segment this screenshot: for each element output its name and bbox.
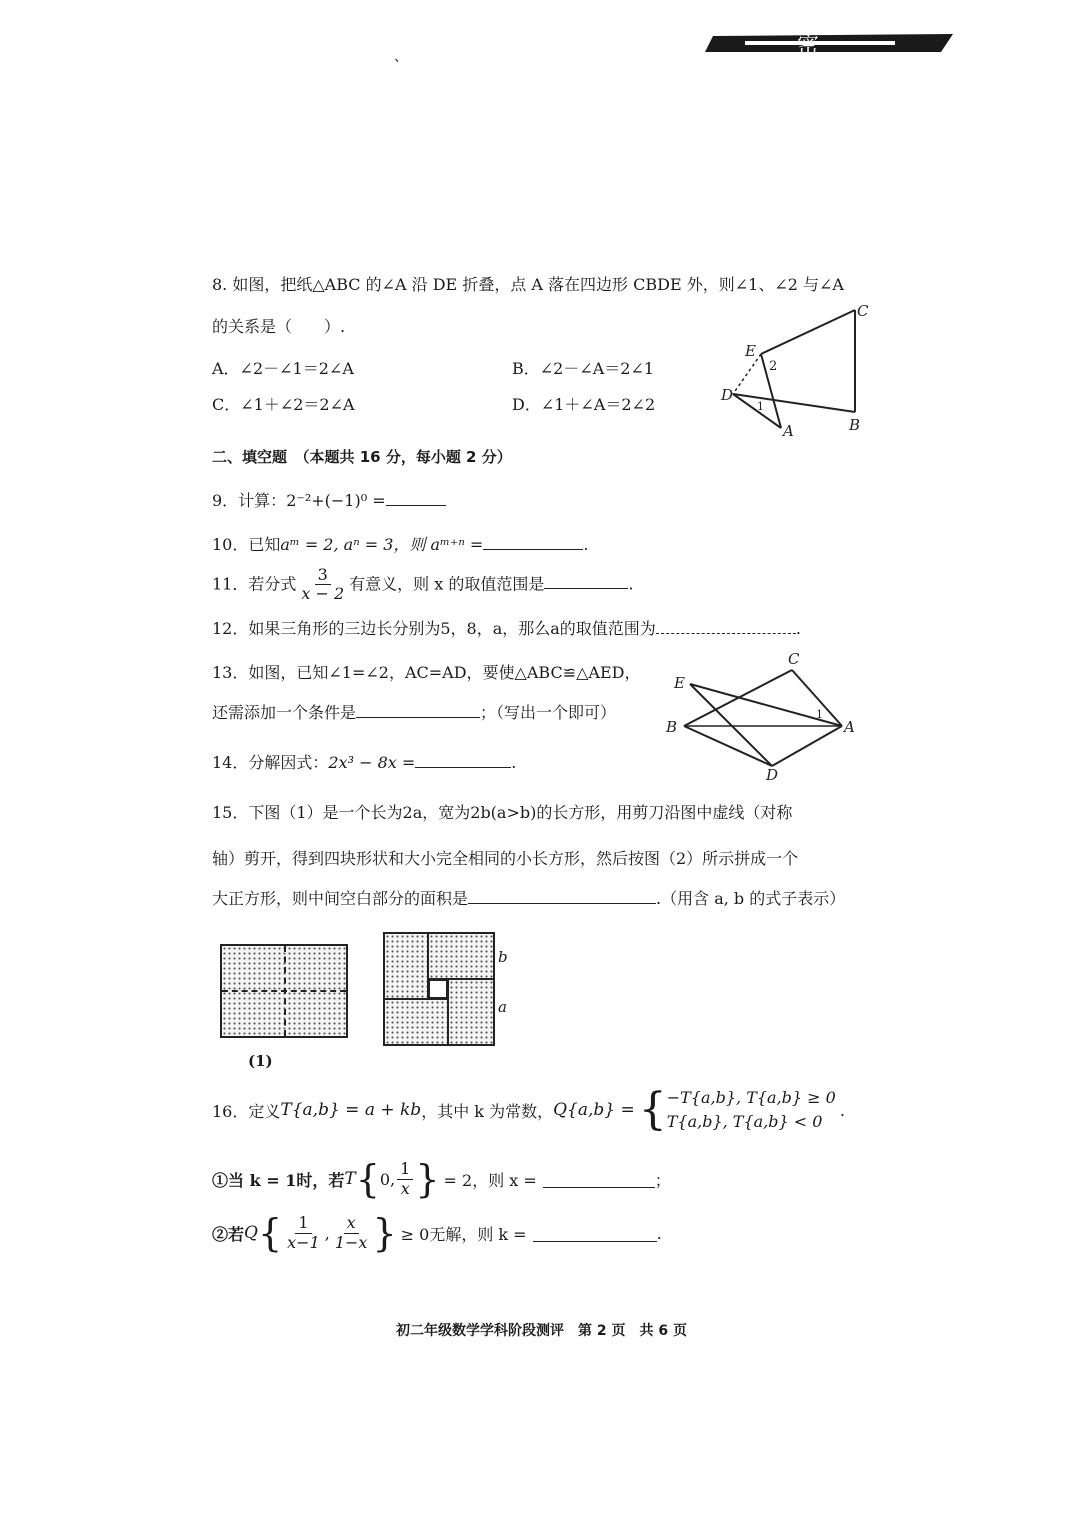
q9-prefix: 9．计算： bbox=[212, 491, 287, 510]
q8-stem-line2: 的关系是（ ）. bbox=[212, 317, 346, 336]
q10-suffix: . bbox=[583, 535, 589, 554]
header-stamp bbox=[705, 28, 955, 58]
q8-option-c: C．∠1＋∠2＝2∠A bbox=[212, 395, 355, 414]
q13-line2 bbox=[212, 700, 616, 723]
q15-answer-blank[interactable] bbox=[468, 887, 656, 904]
q15-fig2-label-a: a bbox=[498, 998, 507, 1016]
fig13-label-b: B bbox=[666, 718, 678, 736]
q16-part2-fraction2 bbox=[332, 1214, 371, 1252]
q11-numerator: 3 bbox=[315, 566, 331, 585]
q16-case2: T{a,b}, T{a,b} < 0 bbox=[666, 1112, 823, 1131]
fig13-label-e: E bbox=[674, 674, 685, 692]
q16-part2-q: Q bbox=[244, 1223, 258, 1243]
fig8-label-c: C bbox=[857, 302, 869, 320]
q16-part1-prefix: ①当 k = 1时，若 bbox=[212, 1170, 345, 1190]
q16-part2-den2: 1−x bbox=[334, 1232, 368, 1252]
q15-figure1-horizontal-axis bbox=[222, 990, 346, 992]
q15-fig2-center-gap bbox=[429, 980, 447, 998]
fig13-label-a: A bbox=[844, 718, 855, 736]
q16-part2-den1: x−1 bbox=[287, 1232, 320, 1252]
q9 bbox=[212, 488, 446, 511]
q16-def-t: T{a,b} = a + kb bbox=[280, 1100, 422, 1120]
q10 bbox=[212, 532, 588, 555]
q16-part2-brace-left: { bbox=[257, 1211, 283, 1255]
q14 bbox=[212, 750, 516, 773]
q11-prefix: 11．若分式 bbox=[212, 574, 297, 594]
q16-part1-t: T bbox=[344, 1169, 356, 1189]
q16-part1-answer-blank[interactable] bbox=[543, 1171, 655, 1188]
stray-mark: 、 bbox=[394, 49, 408, 65]
q13-line2-prefix: 还需添加一个条件是 bbox=[212, 703, 357, 722]
q11-answer-blank[interactable] bbox=[544, 572, 628, 589]
q16-part2 bbox=[212, 1211, 662, 1255]
q16-part2-answer-blank[interactable] bbox=[533, 1225, 657, 1242]
q13-figure bbox=[662, 648, 862, 783]
q16-part1-num: 1 bbox=[397, 1160, 413, 1179]
fig8-label-2: 2 bbox=[769, 359, 778, 374]
q9-expr: 2⁻²+(−1)⁰ = bbox=[286, 491, 386, 510]
q15-line3-prefix: 大正方形，则中间空白部分的面积是 bbox=[212, 889, 469, 908]
q16-part2-comma: , bbox=[324, 1223, 330, 1243]
q8-option-a: A．∠2－∠1＝2∠A bbox=[212, 359, 354, 378]
q16-part2-prefix: ②若 bbox=[212, 1224, 245, 1244]
q16-def-q: Q{a,b} = bbox=[553, 1100, 635, 1120]
q12-answer-blank[interactable] bbox=[656, 617, 796, 634]
header-stamp-text: 密 bbox=[797, 34, 820, 58]
q16-case1: −T{a,b}, T{a,b} ≥ 0 bbox=[666, 1088, 836, 1107]
q8-option-b: B．∠2－∠A＝2∠1 bbox=[512, 359, 655, 378]
q15-fig2-piece-right-bottom bbox=[447, 978, 495, 1046]
q16-part1-mid: = 2，则 x = bbox=[443, 1170, 537, 1190]
q8-figure bbox=[715, 298, 885, 440]
q16-part2-end: . bbox=[656, 1223, 662, 1243]
q13-line2-suffix: ；（写出一个即可） bbox=[480, 703, 617, 722]
q12 bbox=[212, 616, 801, 639]
fig13-label-c: C bbox=[788, 650, 800, 668]
q16-part1 bbox=[212, 1157, 671, 1201]
q15-line3-suffix: .（用含 a, b 的式子表示） bbox=[656, 889, 846, 908]
q14-end: . bbox=[511, 753, 517, 772]
section2-title: 二、填空题 （本题共 16 分，每小题 2 分） bbox=[212, 448, 512, 466]
q16-def-mid: ，其中 k 为常数， bbox=[421, 1101, 554, 1121]
q11 bbox=[212, 566, 633, 604]
q8-stem-line1: 8. 如图，把纸△ABC 的∠A 沿 DE 折叠，点 A 落在四边形 CBDE 外，则∠1、∠2 与∠A bbox=[212, 275, 844, 294]
q12-end: . bbox=[795, 619, 801, 638]
q16-part1-end: ； bbox=[654, 1170, 671, 1190]
q13-line1: 13．如图，已知∠1=∠2，AC=AD，要使△ABC≌△AED， bbox=[212, 663, 641, 682]
q9-answer-blank[interactable] bbox=[386, 489, 446, 506]
q11-fraction bbox=[298, 566, 347, 604]
q14-answer-blank[interactable] bbox=[415, 751, 511, 768]
q16-part1-fraction bbox=[397, 1160, 413, 1198]
q13-answer-blank[interactable] bbox=[356, 701, 480, 718]
q16-definition bbox=[212, 1086, 845, 1134]
fig8-label-a: A bbox=[783, 422, 794, 440]
q10-answer-blank[interactable] bbox=[483, 533, 583, 550]
q14-expr: 2x³ − 8x = bbox=[328, 753, 416, 772]
q16-part1-brace-left: { bbox=[355, 1157, 380, 1201]
q16-cases bbox=[667, 1086, 836, 1134]
q12-text: 12．如果三角形的三边长分别为5，8，a，那么a的取值范围为 bbox=[212, 619, 656, 638]
q15-line1: 15．下图（1）是一个长为2a，宽为2b(a>b)的长方形，用剪刀沿图中虚线（对称 bbox=[212, 803, 793, 822]
fig8-label-b: B bbox=[849, 416, 861, 434]
fig8-label-d: D bbox=[721, 386, 734, 404]
q16-case-brace: { bbox=[638, 1084, 667, 1135]
q10-prefix: 10．已知 bbox=[212, 535, 281, 554]
q10-expr: aᵐ = 2, aⁿ = 3，则 aᵐ⁺ⁿ = bbox=[280, 535, 484, 554]
q15-figure1-caption: (1) bbox=[248, 1052, 273, 1070]
q11-denominator: x − 2 bbox=[301, 584, 345, 604]
q16-part2-fraction1 bbox=[284, 1214, 323, 1252]
q16-case-end: . bbox=[839, 1100, 845, 1120]
q16-part2-num2: x bbox=[344, 1214, 359, 1233]
q16-part2-brace-right: } bbox=[372, 1211, 397, 1255]
q16-part1-brace-right: } bbox=[415, 1157, 440, 1201]
fig8-label-1: 1 bbox=[757, 400, 764, 413]
q15-fig2-piece-left-top bbox=[383, 932, 429, 1000]
fig8-label-e: E bbox=[745, 342, 756, 360]
q15-line2: 轴）剪开，得到四块形状和大小完全相同的小长方形，然后按图（2）所示拼成一个 bbox=[212, 849, 799, 868]
q11-suffix: 有意义，则 x 的取值范围是 bbox=[349, 574, 545, 594]
page-footer: 初二年级数学学科阶段测评 第 2 页 共 6 页 bbox=[396, 1323, 687, 1339]
fig13-label-d: D bbox=[766, 766, 779, 783]
q15-fig2-label-b: b bbox=[498, 948, 508, 966]
q16-part1-den: x bbox=[400, 1178, 410, 1198]
q14-prefix: 14．分解因式： bbox=[212, 753, 329, 772]
q15-figure2 bbox=[383, 932, 495, 1046]
q8-option-d: D．∠1＋∠A＝2∠2 bbox=[512, 395, 656, 414]
q15-fig2-piece-top-right bbox=[427, 932, 495, 980]
q11-end: . bbox=[628, 574, 634, 594]
q16-part1-zero: 0, bbox=[379, 1169, 396, 1189]
q15-fig2-piece-bottom-left bbox=[383, 998, 449, 1046]
q16-part2-mid: ≥ 0无解，则 k = bbox=[400, 1224, 527, 1244]
fig13-label-1: 1 bbox=[816, 708, 823, 721]
q16-def-prefix: 16．定义 bbox=[212, 1101, 281, 1121]
q15-line3 bbox=[212, 886, 845, 909]
q16-part2-num1: 1 bbox=[295, 1214, 311, 1233]
